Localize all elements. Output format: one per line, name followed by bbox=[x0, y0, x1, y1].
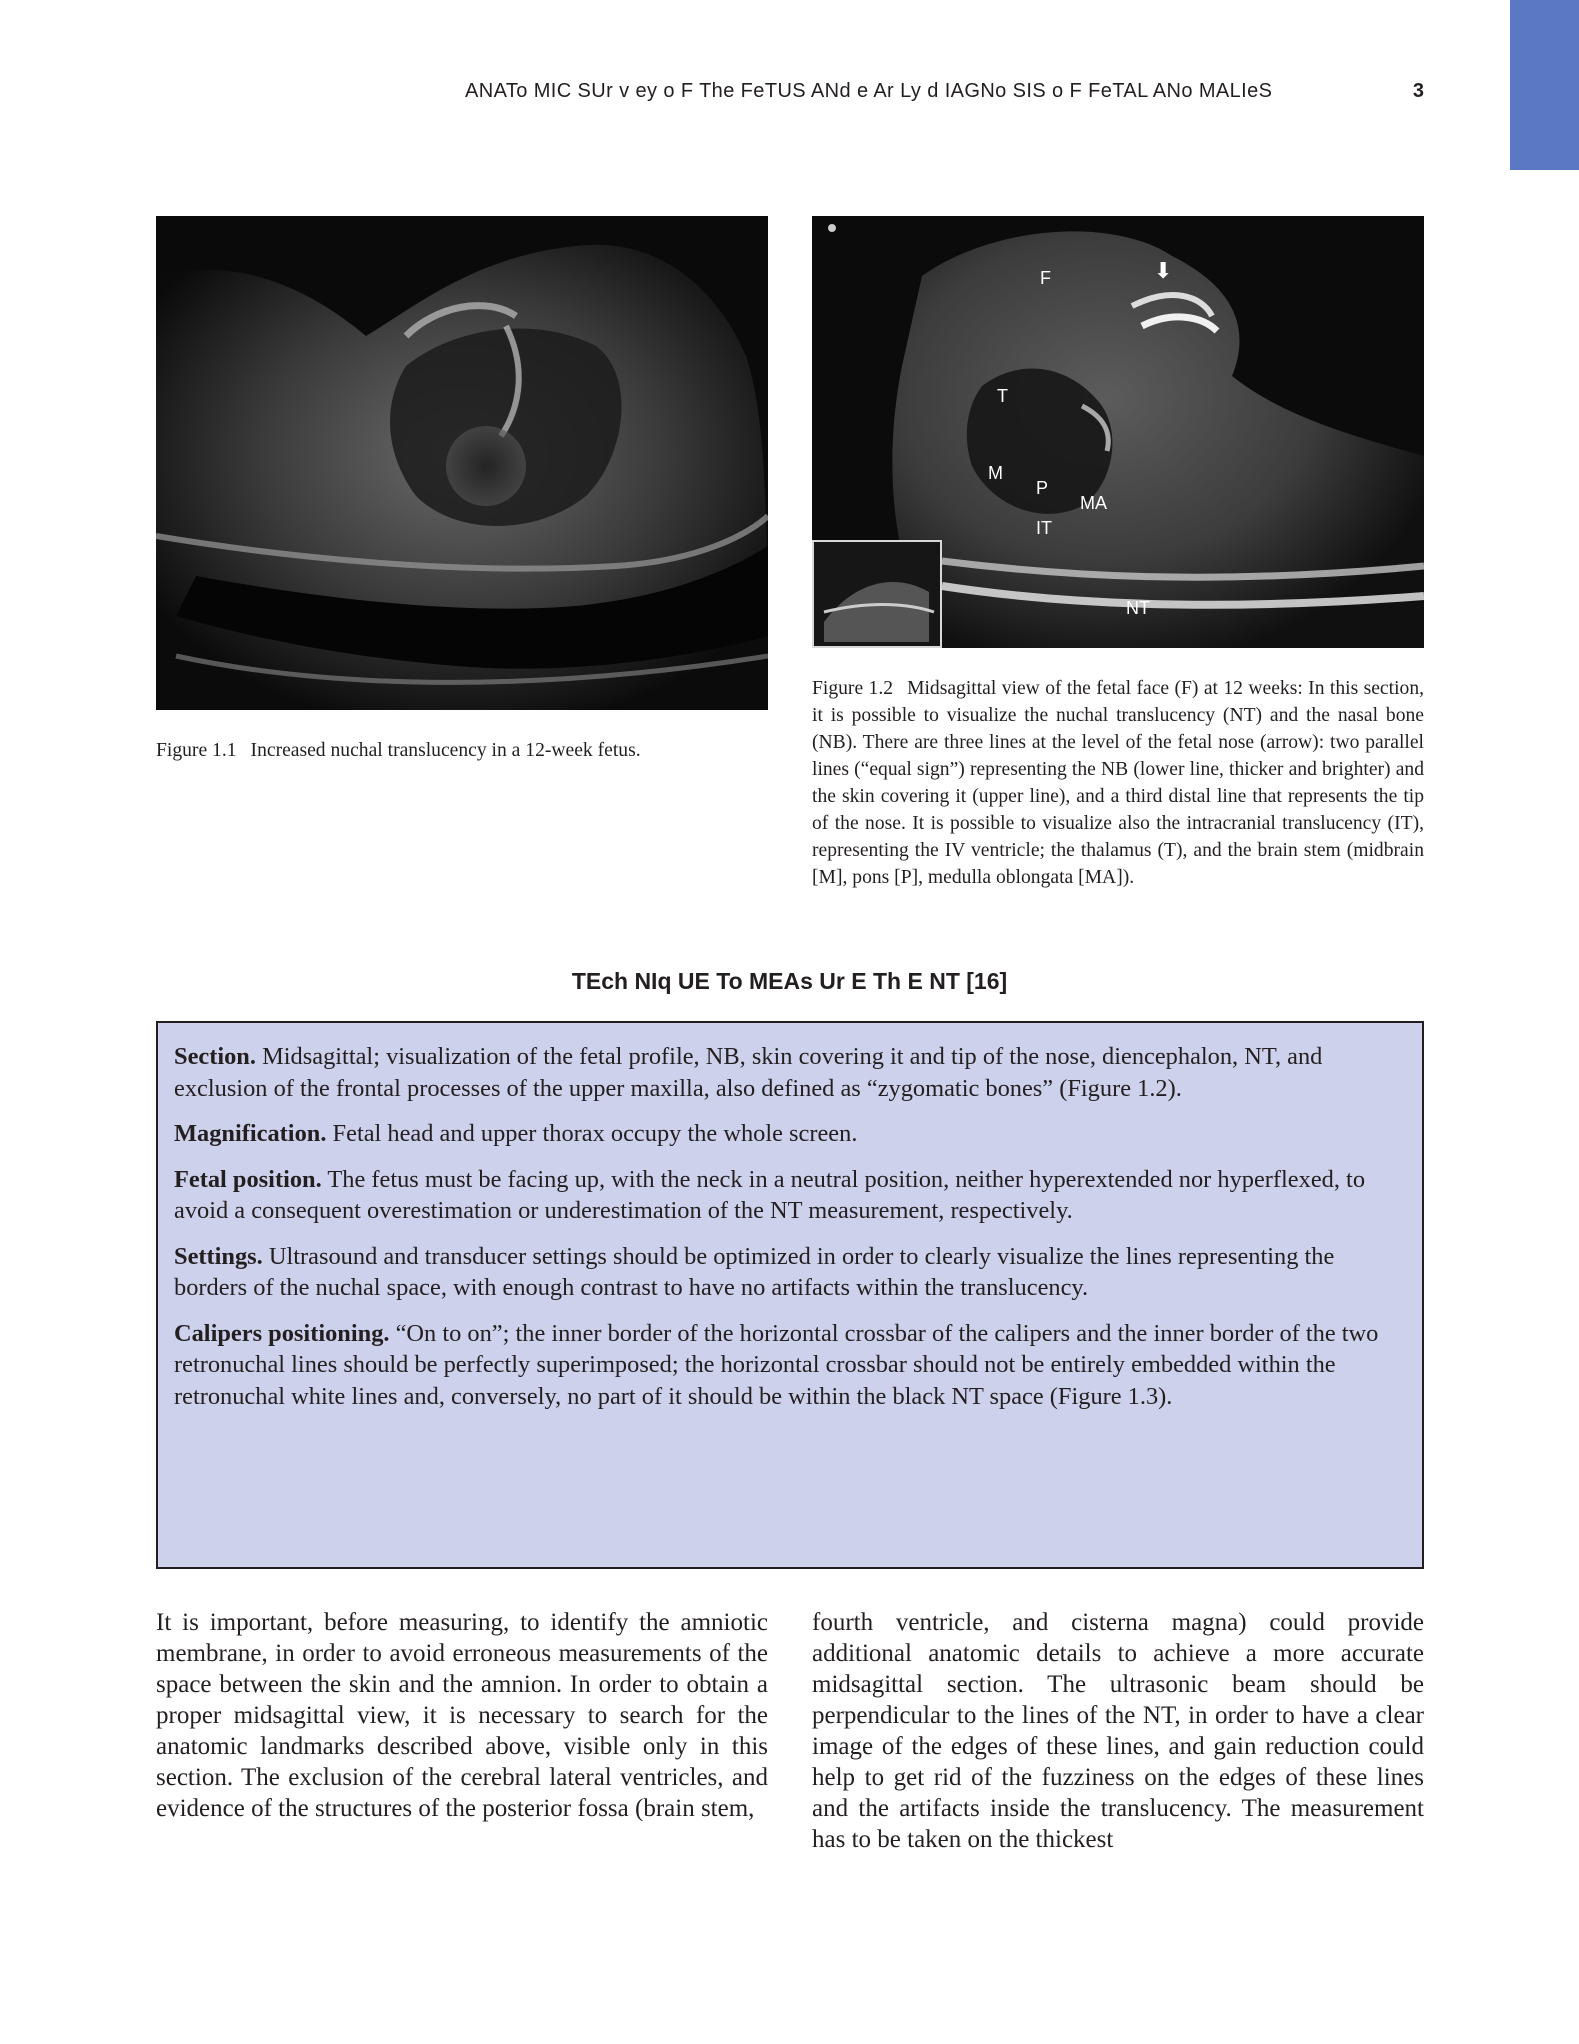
label-it: IT bbox=[1036, 518, 1052, 538]
label-m: M bbox=[988, 463, 1003, 483]
text-section: Midsagittal; visualization of the fetal profile, NB, skin covering it and tip of the nose, diencephalon, NT, and exclusion of the frontal processes of the upper maxilla, also defined as “zygomatic bones” (Figure 1.2). bbox=[174, 1043, 1323, 1102]
technique-item-section bbox=[174, 1041, 1406, 1104]
term-calipers: Calipers positioning. bbox=[174, 1319, 390, 1347]
figure-1-2-ultrasound-image bbox=[812, 216, 1424, 648]
ultrasound-scan-1 bbox=[156, 216, 768, 710]
text-fetal-position: The fetus must be facing up, with the neck in a neutral position, neither hyperextended nor hyperflexed, to avoid a consequent overestimation or underestimation of the NT measurement, respectively. bbox=[174, 1165, 1366, 1224]
figure-1-1-ultrasound-image bbox=[156, 216, 768, 710]
inset-thumbnail-image bbox=[812, 540, 942, 648]
term-magnification: Magnification. bbox=[174, 1120, 327, 1147]
figure-1-1-caption-text: Increased nuchal translucency in a 12-week fetus. bbox=[250, 740, 641, 761]
technique-box bbox=[156, 1021, 1424, 1569]
technique-item-settings bbox=[174, 1241, 1406, 1304]
label-f: F bbox=[1040, 268, 1051, 288]
label-t: T bbox=[997, 386, 1008, 406]
figure-1-1-caption bbox=[156, 737, 776, 764]
figure-1-2-label: Figure 1.2 bbox=[812, 678, 894, 699]
arrow-icon: ⬇ bbox=[1154, 258, 1173, 283]
page-number: 3 bbox=[1412, 80, 1424, 102]
label-ma: MA bbox=[1080, 493, 1107, 513]
text-settings: Ultrasound and transducer settings should be optimized in order to clearly visualize the lines representing the borders of the nuchal space, with enough contrast to have no artifacts within the translucency. bbox=[174, 1242, 1335, 1301]
term-settings: Settings. bbox=[174, 1242, 263, 1270]
text-magnification: Fetal head and upper thorax occupy the whole screen. bbox=[332, 1120, 858, 1147]
section-title: TEch NIq UE To MEAs Ur E Th E NT [16] bbox=[571, 968, 1008, 994]
technique-item-magnification bbox=[174, 1118, 1406, 1150]
term-fetal-position: Fetal position. bbox=[174, 1165, 322, 1193]
text-calipers: “On to on”; the inner border of the horizontal crossbar of the calipers and the inner border of the two retronuchal lines should be perfectly superimposed; the horizontal crossbar should not be entirely embedded within the retronuchal white lines and, conversely, no part of it should be within the black NT space (Figure 1.3). bbox=[174, 1319, 1379, 1410]
technique-item-fetal-position bbox=[174, 1164, 1406, 1227]
term-section: Section. bbox=[174, 1043, 256, 1070]
label-p: P bbox=[1036, 478, 1049, 498]
figure-1-1-label: Figure 1.1 bbox=[156, 740, 237, 761]
label-nt: NT bbox=[1126, 598, 1150, 618]
chapter-tab bbox=[1510, 0, 1579, 170]
figure-1-2-caption-text: Midsagittal view of the fetal face (F) at 12 weeks: In this section, it is possible to visualize the nuchal translucency (NT) and the nasal bone (NB). There are three lines at the level of the fetal nose (arrow): two parallel lines (“equal sign”) representing the NB (lower line, thicker and brighter) and the skin covering it (upper line), and a third distal line that represents the tip of the nose. It is possible to visualize also the intracranial translucency (IT), representing the IV ventricle; the thalamus (T), and the brain stem (midbrain [M], pons [P], medulla oblongata [MA]). bbox=[812, 678, 1425, 888]
figure-1-2-caption bbox=[812, 675, 1424, 891]
running-head: ANATo MIC SUr v ey o F The FeTUS ANd e Ar Ly d IAGNo SIS o F FeTAL ANo MALIeS bbox=[465, 80, 1273, 102]
body-left-column: It is important, before measuring, to identify the amniotic membrane, in order to avoid erroneous measurements of the space between the skin and the amnion. In order to obtain a proper midsagittal view, it is necessary to search for the anatomic landmarks described above, visible only in this section. The exclusion of the cerebral lateral ventricles, and evidence of the structures of the posterior fossa (brain stem, bbox=[156, 1609, 768, 1822]
body-right-column: fourth ventricle, and cisterna magna) could provide additional anatomic details to achieve a more accurate midsagittal section. The ultrasonic beam should be perpendicular to the lines of the NT, in order to have a clear image of the edges of these lines, and gain reduction could help to get rid of the fuzziness on the edges of these lines and the artifacts inside the translucency. The measurement has to be taken on the thickest bbox=[812, 1609, 1424, 1853]
technique-item-calipers bbox=[174, 1318, 1406, 1413]
